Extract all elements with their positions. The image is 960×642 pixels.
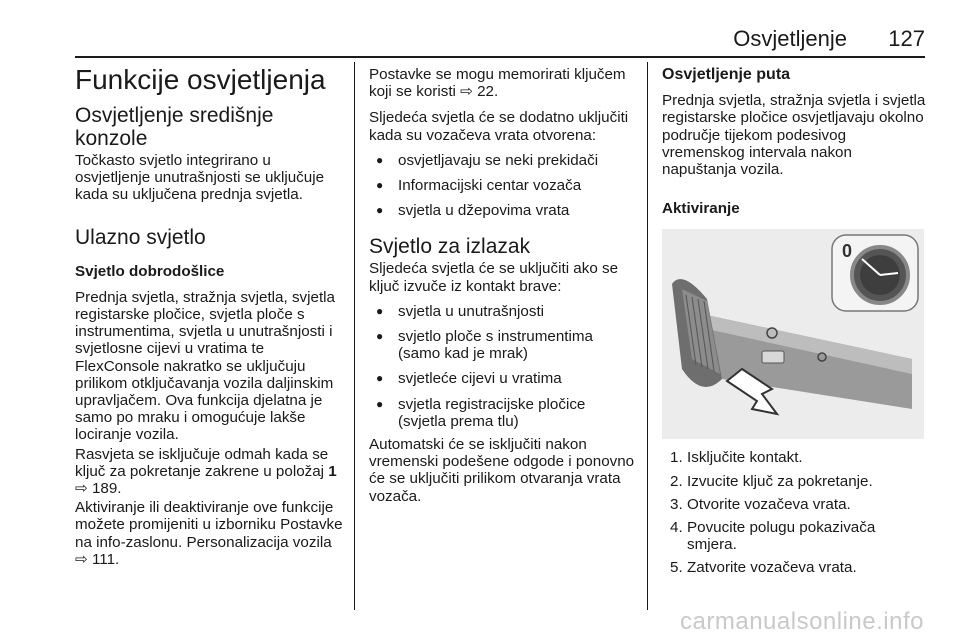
driver-door-list [369, 152, 635, 220]
column-divider [354, 62, 355, 610]
list-item [662, 559, 926, 576]
auto-off-paragraph: Automatski će se isključiti nakon vremenski podešene odgode i ponovno će se uključiti prilikom otvaranja vrata vozača. [369, 436, 635, 505]
step-number: 2. [670, 472, 683, 490]
console-light-text: Točkasto svjetlo integrirano u osvjetljenje unutrašnjosti se uključuje kada su uključena prednja svjetla. [75, 152, 325, 204]
activation-steps [662, 449, 926, 576]
list-item [662, 473, 926, 490]
page-number: 127 [888, 26, 925, 51]
light-off-text: Rasvjeta se isključuje odmah kada se ključ za pokretanje zakrene u položaj [75, 445, 329, 480]
list-item: ● Informacijski centar vozača [369, 177, 635, 194]
figure-label: 0 [842, 241, 853, 262]
subheading-activation: Aktiviranje [662, 200, 740, 218]
page-header [75, 26, 925, 58]
memorize-paragraph: Postavke se mogu memorirati ključem koji se koristi ⇨ 22. [369, 66, 626, 101]
step-text: Povucite polugu pokazivača smjera. [687, 519, 876, 554]
path-light-paragraph: Prednja svjetla, stražnja svjetla i svjetla registarske pločice osvjetljavaju okolno područje tijekom podesivog vremenskog intervala nakon napuštanja vozila. [662, 92, 926, 179]
watermark: carmanualsonline.info [680, 608, 924, 635]
step-text: Izvucite ključ za pokretanje. [687, 472, 873, 490]
exit-light-list [369, 303, 635, 430]
step-text: Otvorite vozačeva vrata. [687, 495, 851, 513]
chapter-heading: Funkcije osvjetljenja [75, 64, 326, 95]
settings-paragraph: Aktiviranje ili deaktiviranje ove funkcije možete promijeniti u izborniku Postavke na info-zaslonu. Personalizacija vozila ⇨ 111. [75, 499, 343, 568]
list-item: ● svjetla u džepovima vrata [369, 202, 635, 219]
exit-light-paragraph: Sljedeća svjetla će se uključiti ako se ključ izvuče iz kontakt brave: [369, 260, 619, 295]
list-item: ● osvjetljavaju se neki prekidači [369, 152, 635, 169]
light-off-paragraph [75, 446, 343, 498]
list-item [662, 449, 926, 466]
step-text: Zatvorite vozačeva vrata. [687, 559, 857, 577]
list-item: ● svjetlo ploče s instrumentima (samo kad je mrak) [369, 328, 635, 362]
section-heading-console: Osvjetljenje središnje konzole [75, 104, 274, 150]
list-item [662, 519, 926, 553]
list-item: ● svjetleće cijevi u vratima [369, 370, 635, 387]
welcome-light-paragraph: Prednja svjetla, stražnja svjetla, svjetla registarske pločice, svjetla ploče s instrumentima, svjetla u unutrašnjosti i svjetlosne cijevi u vratima te FlexConsole nakratko se uključuju prilikom otključavanja vozila daljinskim upravljačem. Ova funkcija djelatna je samo po mraku i omogućuje lakše lociranje vozila. [75, 288, 335, 444]
running-title: Osvjetljenje [733, 26, 847, 51]
list-item: ● svjetla registracijske pločice (svjetla prema tlu) [369, 396, 635, 430]
ignition-position: 1 [328, 462, 337, 480]
subheading-welcome-light: Svjetlo dobrodošlice [75, 262, 225, 280]
step-number: 1. [670, 449, 683, 467]
column-3 [662, 62, 926, 577]
step-number: 3. [670, 495, 683, 513]
section-heading-path-light: Osvjetljenje puta [662, 66, 791, 83]
section-heading-exit-light: Svjetlo za izlazak [369, 235, 531, 259]
section-heading-entry-light: Ulazno svjetlo [75, 225, 206, 249]
list-item: ● svjetla u unutrašnjosti [369, 303, 635, 320]
column-1 [75, 62, 343, 568]
step-number: 4. [670, 519, 683, 537]
driver-door-paragraph: Sljedeća svjetla će se dodatno uključiti kada su vozačeva vrata otvorena: [369, 109, 629, 144]
column-divider [647, 62, 648, 610]
turn-signal-lever-illustration [662, 229, 924, 439]
page-reference: ⇨ 189. [75, 480, 122, 498]
column-2 [369, 62, 635, 505]
step-text: Isključite kontakt. [687, 449, 803, 467]
list-item [662, 496, 926, 513]
step-number: 5. [670, 559, 683, 577]
